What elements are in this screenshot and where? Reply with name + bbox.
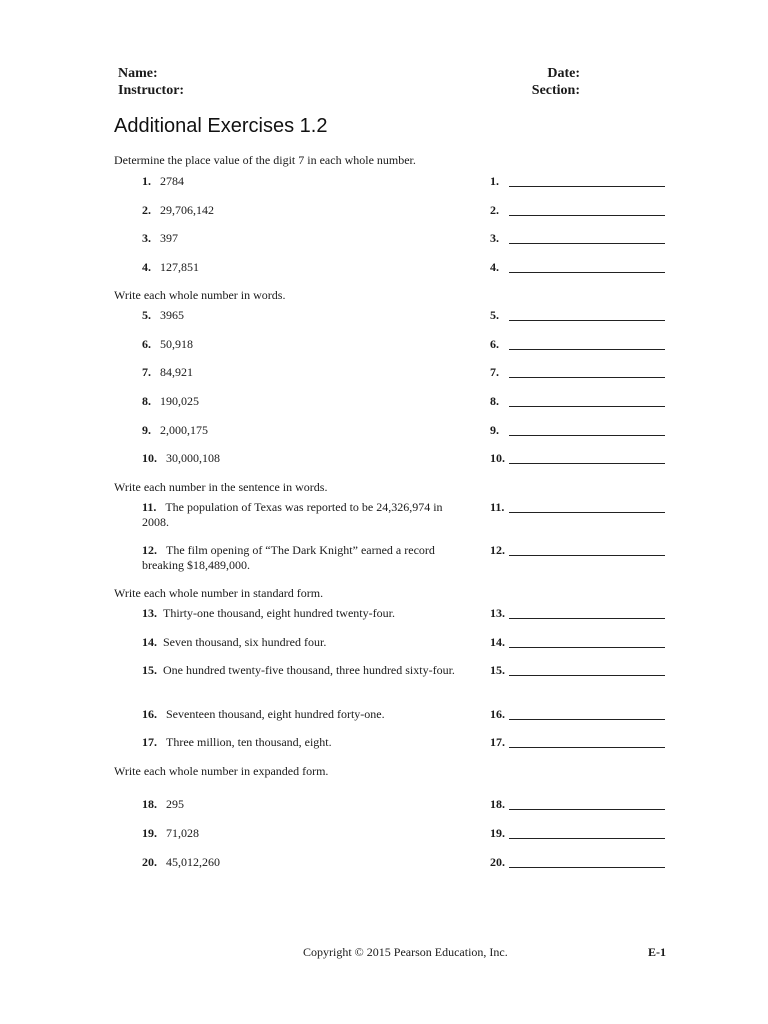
problem-item [142,635,462,650]
answer-line[interactable] [509,320,665,321]
answer-line[interactable] [509,349,665,350]
problem-number: 17. [142,735,157,749]
answer-number: 13. [490,606,505,620]
answer-number: 17. [490,735,505,749]
answer-line[interactable] [509,272,665,273]
answer-field[interactable] [490,707,508,722]
answer-field[interactable] [490,174,508,189]
problem-text: 84,921 [160,365,193,379]
problem-text: 45,012,260 [166,855,220,869]
answer-line[interactable] [509,186,665,187]
instruction-place-value: Determine the place value of the digit 7 in each whole number. [114,153,416,167]
problem-item [142,451,462,466]
problem-item [142,308,462,323]
answer-number: 8. [490,394,499,408]
problem-number: 6. [142,337,151,351]
answer-line[interactable] [509,719,665,720]
answer-number: 2. [490,203,499,217]
answer-field[interactable] [490,231,508,246]
problem-item [142,231,462,246]
problem-item [142,707,462,722]
answer-number: 3. [490,231,499,245]
footer-copyright: Copyright © 2015 Pearson Education, Inc. [303,945,508,959]
name-label: Name: [118,66,158,81]
answer-field[interactable] [490,855,508,870]
problem-number: 10. [142,451,157,465]
problem-number: 11. [142,500,157,514]
header-left [118,65,184,99]
page-title: Additional Exercises 1.2 [114,115,328,137]
answer-field[interactable] [490,635,508,650]
answer-number: 10. [490,451,505,465]
problem-number: 14. [142,635,157,649]
answer-field[interactable] [490,543,508,558]
answer-line[interactable] [509,406,665,407]
problem-text: Thirty-one thousand, eight hundred twenty-four. [163,606,395,620]
section-label: Section: [531,83,580,98]
answer-number: 7. [490,365,499,379]
answer-number: 16. [490,707,505,721]
answer-field[interactable] [490,606,508,621]
problem-text: 71,028 [166,826,199,840]
problem-number: 16. [142,707,157,721]
answer-number: 20. [490,855,505,869]
problem-number: 15. [142,663,157,677]
problem-number: 7. [142,365,151,379]
problem-text: One hundred twenty-five thousand, three hundred sixty-four. [163,663,455,677]
answer-number: 9. [490,423,499,437]
problem-text: 295 [166,797,184,811]
problem-item [142,337,462,352]
problem-text: 50,918 [160,337,193,351]
problem-number: 13. [142,606,157,620]
answer-line[interactable] [509,809,665,810]
problem-item [142,855,462,870]
answer-field[interactable] [490,308,508,323]
problem-number: 19. [142,826,157,840]
answer-number: 14. [490,635,505,649]
answer-number: 18. [490,797,505,811]
problem-item [142,500,454,529]
answer-number: 12. [490,543,505,557]
answer-line[interactable] [509,377,665,378]
problem-item [142,203,462,218]
answer-number: 1. [490,174,499,188]
answer-field[interactable] [490,337,508,352]
answer-field[interactable] [490,451,508,466]
problem-text: 30,000,108 [166,451,220,465]
problem-item [142,365,462,380]
problem-number: 12. [142,543,157,557]
instruction-expanded-form: Write each whole number in expanded form. [114,764,329,778]
problem-text: The film opening of “The Dark Knight” earned a record breaking $18,489,000. [142,543,435,572]
answer-field[interactable] [490,735,508,750]
answer-line[interactable] [509,647,665,648]
answer-field[interactable] [490,663,508,678]
answer-line[interactable] [509,435,665,436]
answer-line[interactable] [509,555,665,556]
answer-number: 4. [490,260,499,274]
problem-number: 2. [142,203,151,217]
answer-line[interactable] [509,838,665,839]
problem-item [142,735,462,750]
answer-number: 19. [490,826,505,840]
problem-number: 9. [142,423,151,437]
header-right [530,65,580,99]
answer-number: 15. [490,663,505,677]
answer-number: 5. [490,308,499,322]
answer-line[interactable] [509,618,665,619]
problem-number: 20. [142,855,157,869]
footer-page-number: E-1 [648,945,666,959]
problem-item [142,797,462,812]
instruction-standard-form: Write each whole number in standard form. [114,586,324,600]
answer-field[interactable] [490,394,508,409]
problem-item [142,260,462,275]
answer-field[interactable] [490,365,508,380]
answer-field[interactable] [490,797,508,812]
answer-line[interactable] [509,867,665,868]
problem-item [142,606,462,621]
problem-text: 127,851 [160,260,199,274]
answer-line[interactable] [509,215,665,216]
answer-field[interactable] [490,260,508,275]
date-label: Date: [547,66,580,81]
problem-text: 397 [160,231,178,245]
instruction-sentence-words: Write each number in the sentence in words. [114,480,328,494]
problem-item [142,663,464,678]
problem-text: The population of Texas was reported to be 24,326,974 in 2008. [142,500,443,529]
problem-item [142,423,462,438]
problem-item [142,174,462,189]
problem-text: 3965 [160,308,184,322]
answer-line[interactable] [509,463,665,464]
problem-item [142,394,462,409]
problem-text: Seventeen thousand, eight hundred forty-one. [166,707,385,721]
answer-field[interactable] [490,500,508,515]
instructor-label: Instructor: [118,83,185,98]
answer-number: 6. [490,337,499,351]
answer-field[interactable] [490,203,508,218]
problem-item [142,543,454,572]
answer-line[interactable] [509,243,665,244]
answer-field[interactable] [490,826,508,841]
problem-text: 2784 [160,174,184,188]
problem-number: 18. [142,797,157,811]
problem-number: 4. [142,260,151,274]
problem-text: Three million, ten thousand, eight. [166,735,332,749]
problem-text: 29,706,142 [160,203,214,217]
problem-number: 3. [142,231,151,245]
problem-number: 5. [142,308,151,322]
answer-line[interactable] [509,747,665,748]
answer-number: 11. [490,500,505,514]
problem-text: Seven thousand, six hundred four. [163,635,327,649]
instruction-words: Write each whole number in words. [114,288,286,302]
problem-item [142,826,462,841]
problem-number: 8. [142,394,151,408]
answer-line[interactable] [509,675,665,676]
answer-field[interactable] [490,423,508,438]
answer-line[interactable] [509,512,665,513]
problem-text: 2,000,175 [160,423,208,437]
problem-text: 190,025 [160,394,199,408]
problem-number: 1. [142,174,151,188]
